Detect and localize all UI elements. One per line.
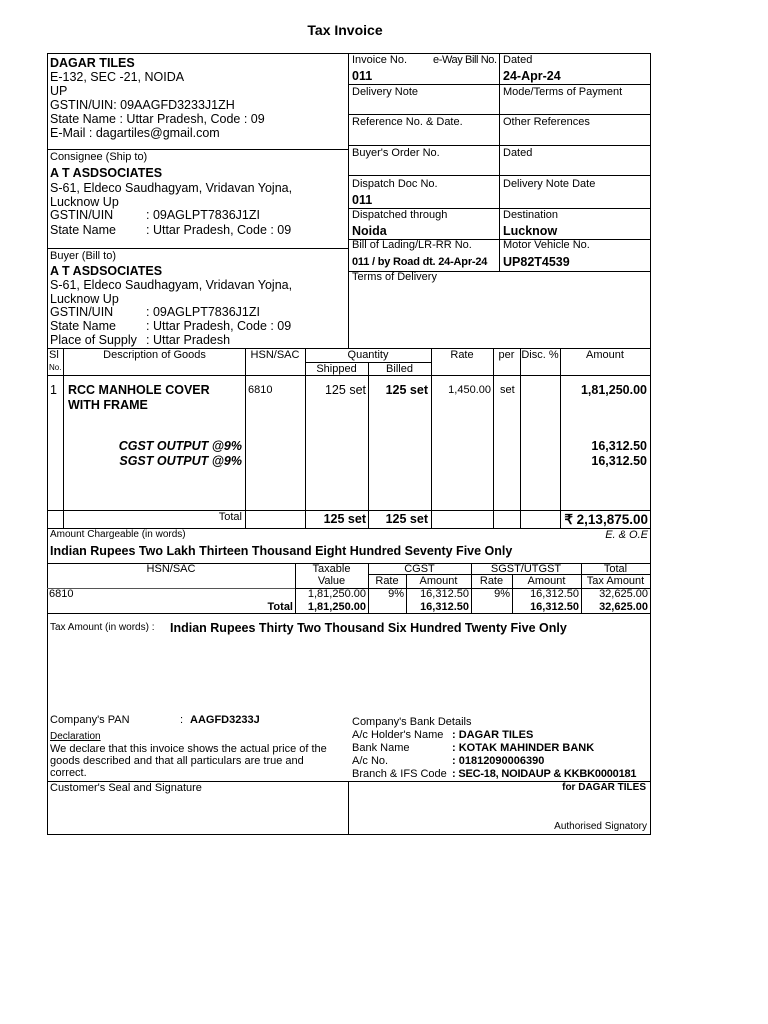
eoe-label: E. & O.E bbox=[605, 529, 648, 541]
tax-col-taxable: Taxable bbox=[312, 563, 351, 575]
declaration-heading: Declaration bbox=[50, 731, 101, 742]
for-company-label: for DAGAR TILES bbox=[562, 782, 646, 793]
motor-vehicle-no: UP82T4539 bbox=[503, 255, 570, 269]
item-description: RCC MANHOLE COVER bbox=[68, 383, 210, 397]
seller-address-line: UP bbox=[50, 84, 68, 98]
consignee-address: Lucknow Up bbox=[50, 195, 119, 209]
amount-in-words: Indian Rupees Two Lakh Thirteen Thousand Eight Hundred Seventy Five Only bbox=[50, 544, 513, 558]
declaration-text: goods described and that all particulars are true and bbox=[50, 755, 304, 767]
tax-col-total: Total bbox=[603, 563, 628, 575]
buyer-name: A T ASDSOCIATES bbox=[50, 264, 163, 278]
bank-heading: Company's Bank Details bbox=[352, 716, 472, 728]
bank-name-label: Bank Name bbox=[352, 742, 410, 754]
invoice-no: 011 bbox=[352, 69, 373, 83]
tax-col-hsn: HSN/SAC bbox=[146, 563, 196, 575]
declaration-text: correct. bbox=[50, 767, 87, 779]
item-rate: 1,450.00 bbox=[448, 384, 491, 396]
bill-of-lading: 011 / by Road dt. 24-Apr-24 bbox=[352, 256, 488, 268]
dispatch-doc-no: 011 bbox=[352, 193, 373, 207]
tax-row-cgst-amount: 16,312.50 bbox=[420, 588, 469, 600]
tax-words-label: Tax Amount (in words) : bbox=[50, 622, 155, 633]
pan-label: Company's PAN bbox=[50, 714, 130, 726]
tax-col-sgst: SGST/UTGST bbox=[490, 563, 562, 575]
consignee-state: : Uttar Pradesh, Code : 09 bbox=[146, 223, 292, 237]
tax-row-taxable: 1,81,250.00 bbox=[307, 588, 366, 600]
seller-email: E-Mail : dagartiles@gmail.com bbox=[50, 126, 220, 140]
bank-acno: : 01812090006390 bbox=[452, 755, 545, 767]
tax-row-sgst-rate: 9% bbox=[494, 588, 510, 600]
col-per: per bbox=[498, 349, 515, 361]
reference-label: Reference No. & Date. bbox=[352, 116, 463, 128]
col-disc: Disc. % bbox=[521, 349, 559, 361]
tax-col-cgst-amount: Amount bbox=[419, 575, 458, 587]
buyer-pos-label: Place of Supply bbox=[50, 333, 137, 347]
destination-label: Destination bbox=[503, 209, 559, 221]
tax-total-amount: 32,625.00 bbox=[599, 601, 648, 613]
col-rate: Rate bbox=[450, 349, 474, 361]
pan-colon: : bbox=[180, 714, 184, 726]
sgst-output-amount: 16,312.50 bbox=[591, 454, 647, 468]
consignee-gstin-label: GSTIN/UIN bbox=[50, 208, 114, 222]
declaration-text: We declare that this invoice shows the actual price of the bbox=[50, 743, 327, 755]
tax-total-label: Total bbox=[267, 601, 293, 613]
buyer-state-label: State Name bbox=[50, 319, 117, 333]
item-amount: 1,81,250.00 bbox=[580, 383, 647, 397]
col-shipped: Shipped bbox=[316, 363, 357, 375]
tax-col-cgst: CGST bbox=[404, 563, 435, 575]
invoice-title: Tax Invoice bbox=[307, 22, 383, 38]
item-per: set bbox=[500, 384, 515, 396]
col-billed: Billed bbox=[386, 363, 413, 375]
bank-holder-label: A/c Holder's Name bbox=[352, 729, 444, 741]
item-description: WITH FRAME bbox=[68, 398, 148, 412]
tax-row-cgst-rate: 9% bbox=[388, 588, 404, 600]
consignee-state-label: State Name bbox=[50, 223, 117, 237]
invoice-no-label: Invoice No. bbox=[352, 54, 408, 66]
tax-col-cgst-rate: Rate bbox=[375, 575, 399, 587]
dated-label-2: Dated bbox=[503, 147, 533, 159]
items-total-label: Total bbox=[218, 511, 242, 523]
col-sl-no: No. bbox=[49, 363, 62, 372]
tax-col-sgst-amount: Amount bbox=[527, 575, 566, 587]
tax-row-total: 32,625.00 bbox=[599, 588, 648, 600]
eway-bill-label: e-Way Bill No. bbox=[433, 54, 497, 66]
dated-label: Dated bbox=[503, 54, 533, 66]
motor-vehicle-label: Motor Vehicle No. bbox=[503, 239, 590, 251]
mode-terms-label: Mode/Terms of Payment bbox=[503, 86, 623, 98]
col-quantity: Quantity bbox=[347, 349, 389, 361]
consignee-gstin: : 09AGLPT7836J1ZI bbox=[146, 208, 260, 222]
item-sl: 1 bbox=[50, 383, 57, 397]
destination: Lucknow bbox=[503, 224, 558, 238]
authorised-signatory-label: Authorised Signatory bbox=[554, 821, 647, 832]
dispatched-through: Noida bbox=[352, 224, 387, 238]
tax-col-tax-amount: Tax Amount bbox=[586, 575, 645, 587]
terms-of-delivery-label: Terms of Delivery bbox=[352, 271, 437, 283]
bank-name: : KOTAK MAHINDER BANK bbox=[452, 742, 595, 754]
item-hsn: 6810 bbox=[248, 384, 273, 396]
tax-total-sgst: 16,312.50 bbox=[530, 601, 579, 613]
pan-value: AAGFD3233J bbox=[190, 714, 260, 726]
dispatched-through-label: Dispatched through bbox=[352, 209, 448, 221]
seller-gstin: GSTIN/UIN: 09AAGFD3233J1ZH bbox=[50, 98, 235, 112]
buyer-heading: Buyer (Bill to) bbox=[50, 250, 117, 262]
amount-words-label: Amount Chargeable (in words) bbox=[50, 529, 186, 540]
seller-address-line: E-132, SEC -21, NOIDA bbox=[50, 70, 185, 84]
sgst-output-label: SGST OUTPUT @9% bbox=[119, 454, 242, 468]
delivery-note-label: Delivery Note bbox=[352, 86, 419, 98]
invoice-date: 24-Apr-24 bbox=[503, 69, 561, 83]
tax-col-value: Value bbox=[317, 575, 346, 587]
tax-row-hsn: 6810 bbox=[49, 588, 74, 600]
bank-branch: : SEC-18, NOIDAUP & KKBK0000181 bbox=[452, 768, 637, 780]
seller-name: DAGAR TILES bbox=[50, 56, 135, 70]
bill-of-lading-label: Bill of Lading/LR-RR No. bbox=[352, 239, 472, 251]
col-hsn: HSN/SAC bbox=[250, 349, 300, 361]
total-shipped: 125 set bbox=[323, 512, 366, 526]
col-sl: Sl bbox=[49, 349, 59, 361]
dispatch-doc-label: Dispatch Doc No. bbox=[352, 178, 438, 190]
buyer-state: : Uttar Pradesh, Code : 09 bbox=[146, 319, 292, 333]
grand-total: ₹ 2,13,875.00 bbox=[564, 512, 648, 527]
delivery-note-date-label: Delivery Note Date bbox=[503, 178, 596, 190]
consignee-address: S-61, Eldeco Saudhagyam, Vridavan Yojna, bbox=[50, 181, 293, 195]
item-billed: 125 set bbox=[385, 383, 428, 397]
col-description: Description of Goods bbox=[103, 349, 206, 361]
tax-col-sgst-rate: Rate bbox=[479, 575, 504, 587]
seller-state: State Name : Uttar Pradesh, Code : 09 bbox=[50, 112, 265, 126]
col-amount: Amount bbox=[586, 349, 624, 361]
total-billed: 125 set bbox=[385, 512, 428, 526]
bank-acno-label: A/c No. bbox=[352, 755, 389, 767]
cgst-output-label: CGST OUTPUT @9% bbox=[118, 439, 242, 453]
consignee-heading: Consignee (Ship to) bbox=[50, 151, 148, 163]
item-shipped: 125 set bbox=[324, 383, 366, 397]
customer-seal-label: Customer's Seal and Signature bbox=[50, 782, 202, 794]
buyer-address: S-61, Eldeco Saudhagyam, Vridavan Yojna, bbox=[50, 278, 293, 292]
bank-holder: : DAGAR TILES bbox=[452, 729, 534, 741]
bank-branch-label: Branch & IFS Code bbox=[352, 768, 447, 780]
buyer-pos: : Uttar Pradesh bbox=[146, 333, 231, 347]
tax-total-taxable: 1,81,250.00 bbox=[307, 601, 366, 613]
tax-in-words: Indian Rupees Thirty Two Thousand Six Hundred Twenty Five Only bbox=[170, 621, 567, 635]
tax-row-sgst-amount: 16,312.50 bbox=[530, 588, 579, 600]
consignee-name: A T ASDSOCIATES bbox=[50, 166, 163, 180]
cgst-output-amount: 16,312.50 bbox=[591, 439, 647, 453]
buyer-gstin: : 09AGLPT7836J1ZI bbox=[146, 305, 260, 319]
buyer-address: Lucknow Up bbox=[50, 292, 119, 306]
buyer-gstin-label: GSTIN/UIN bbox=[50, 305, 114, 319]
buyers-order-label: Buyer's Order No. bbox=[352, 147, 440, 159]
other-references-label: Other References bbox=[503, 116, 590, 128]
tax-total-cgst: 16,312.50 bbox=[420, 601, 469, 613]
